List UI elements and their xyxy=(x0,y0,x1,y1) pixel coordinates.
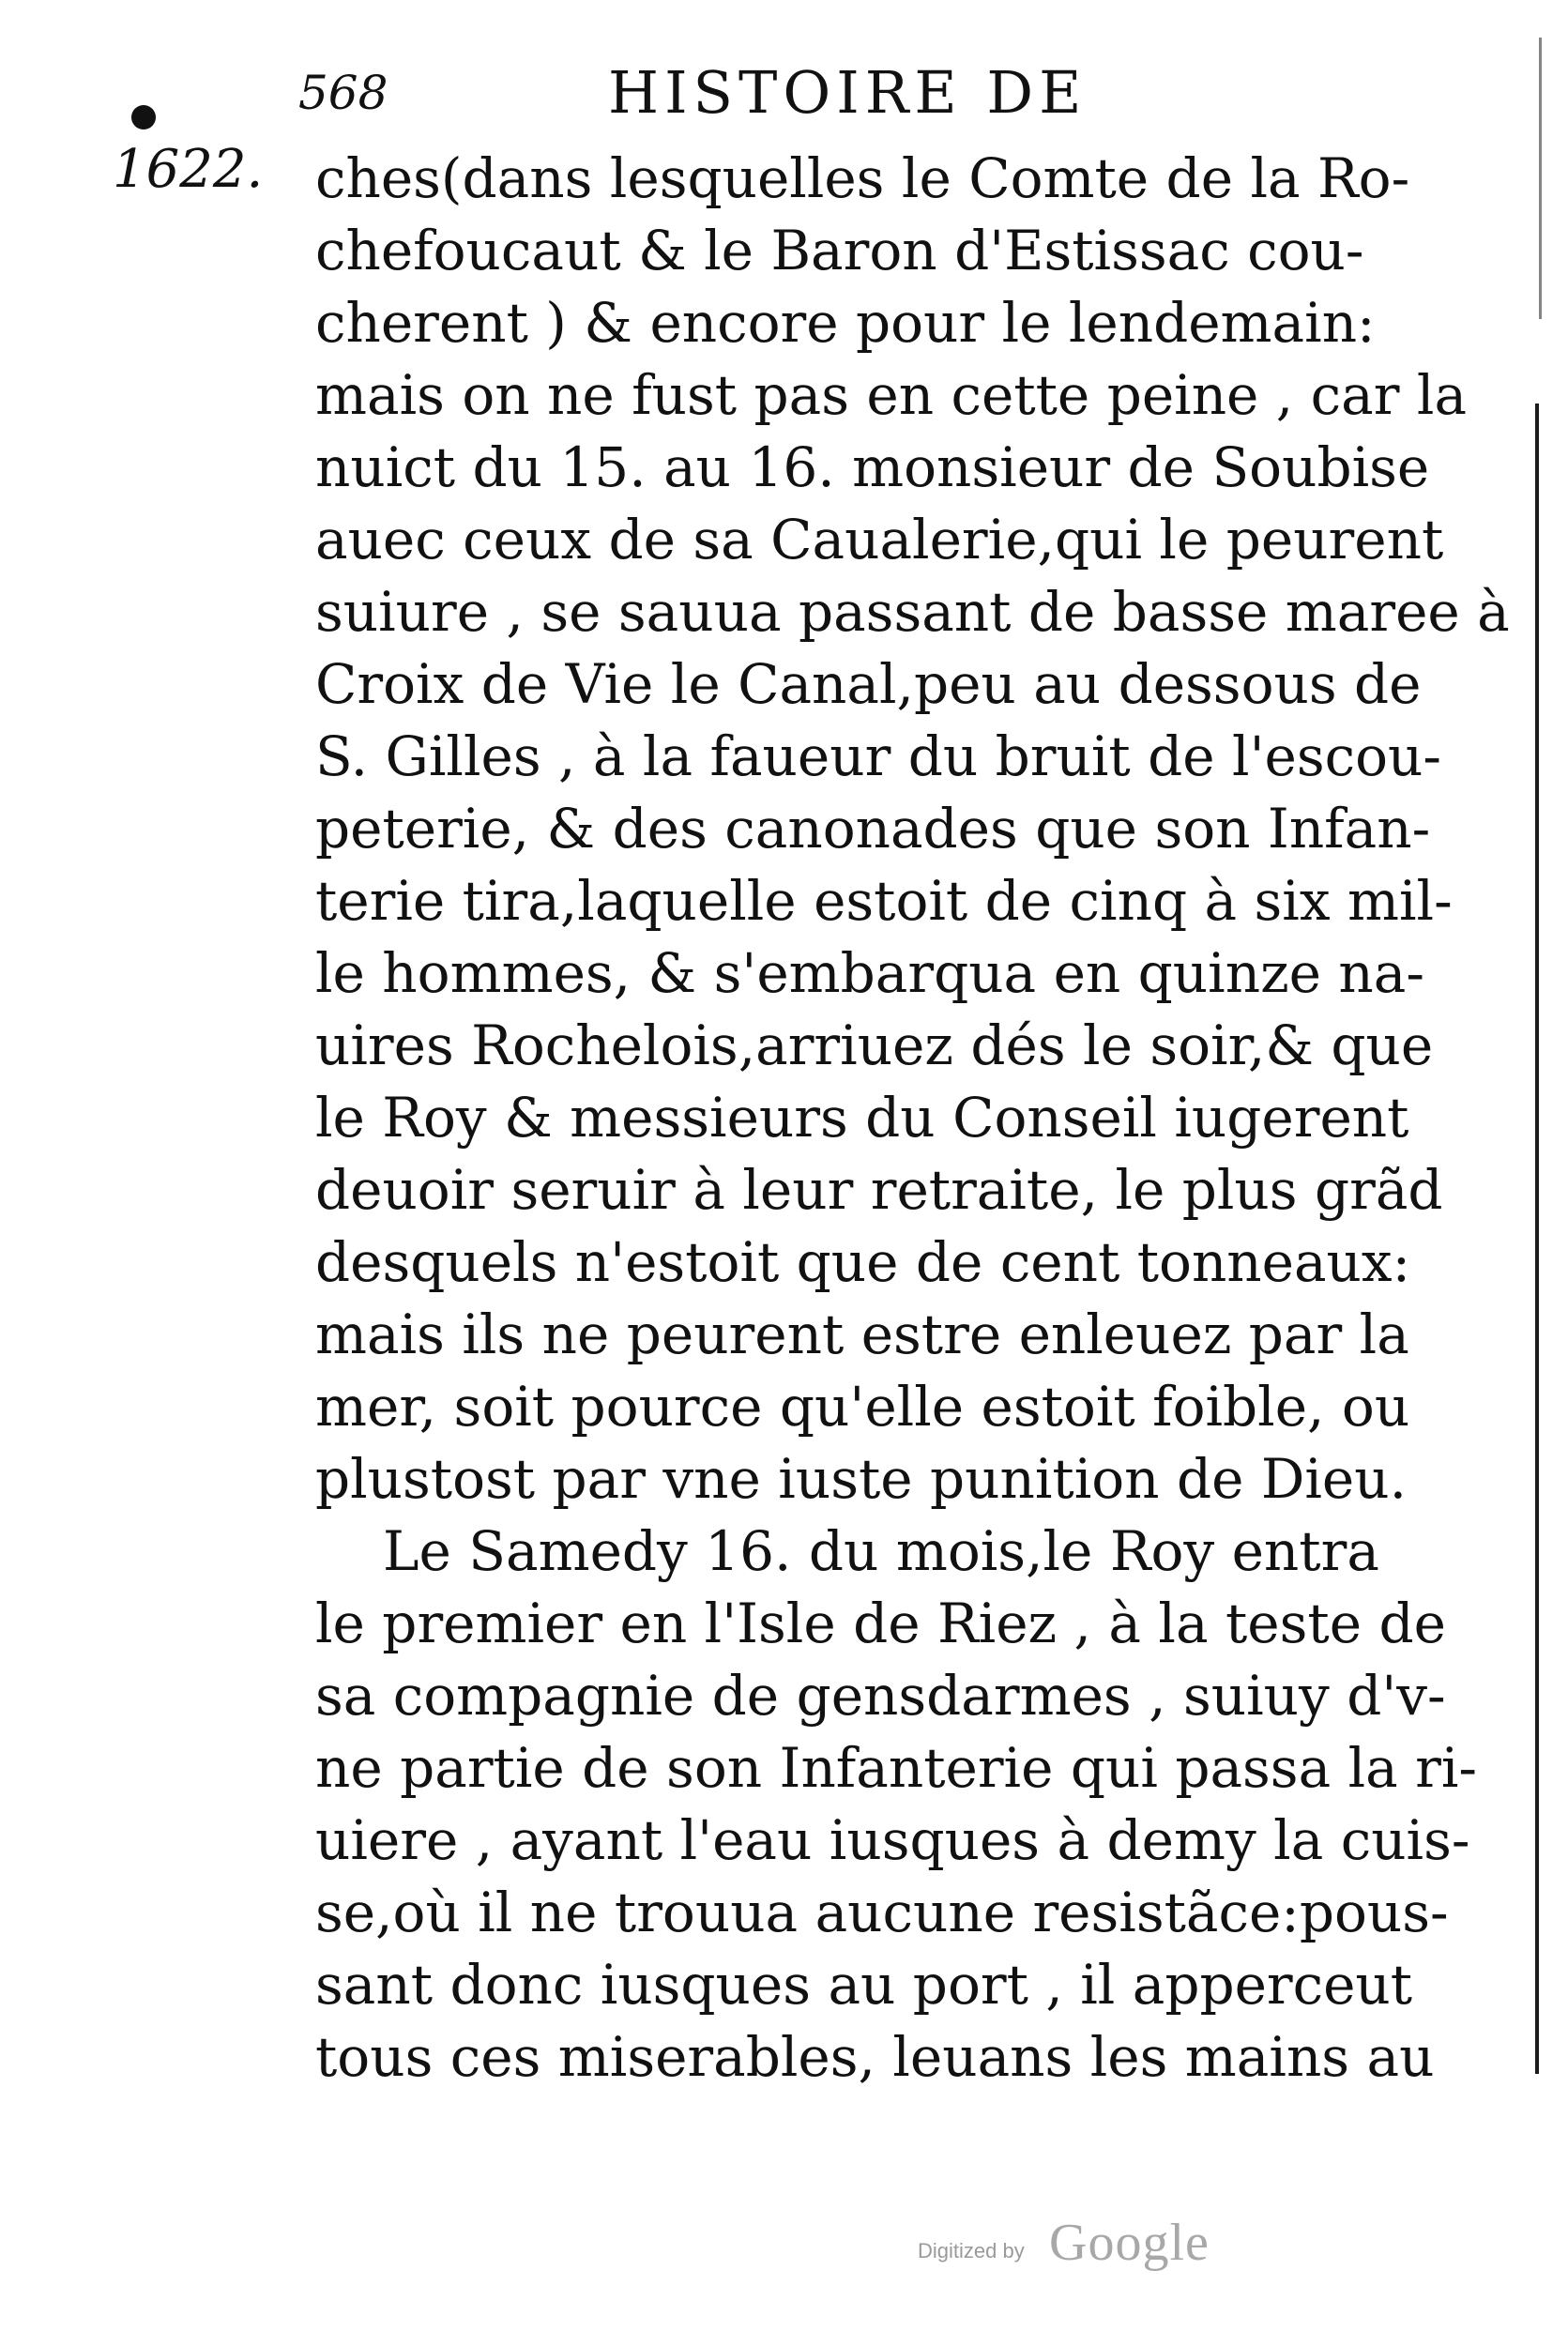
digitized-watermark xyxy=(918,2213,1293,2278)
text-line: suiure , se sauua passant de basse maree à xyxy=(315,580,1510,644)
margin-year-note: 1622. xyxy=(113,139,264,200)
text-line: ches(dans lesquelles le Comte de la Ro- xyxy=(315,146,1410,210)
watermark-logo: Google xyxy=(1049,2214,1210,2272)
text-line: le Roy & messieurs du Conseil iugerent xyxy=(315,1086,1409,1150)
text-line-paragraph-start: Le Samedy 16. du mois,le Roy entra xyxy=(383,1519,1379,1583)
text-line: uiere , ayant l'eau iusques à demy la cuis- xyxy=(315,1808,1470,1872)
text-line: plustost par vne iuste punition de Dieu. xyxy=(315,1447,1408,1511)
text-line: desquels n'estoit que de cent tonneaux: xyxy=(315,1230,1411,1294)
text-line: mer, soit pource qu'elle estoit foible, ou xyxy=(315,1375,1410,1439)
text-line: le premier en l'Isle de Riez , à la teste de xyxy=(315,1592,1446,1655)
text-line: mais ils ne peurent estre enleuez par la xyxy=(315,1302,1409,1366)
gutter-shadow-line xyxy=(1539,38,1542,319)
text-line: sa compagnie de gensdarmes , suiuy d'v- xyxy=(315,1664,1446,1728)
watermark-caption: Digitized by xyxy=(918,2239,1025,2262)
text-line: sant donc iusques au port , il apperceut xyxy=(315,1953,1413,2017)
running-title: HISTOIRE DE xyxy=(608,58,1088,127)
text-line: peterie, & des canonades que son Infan- xyxy=(315,797,1431,861)
text-line: cherent ) & encore pour le lendemain: xyxy=(315,291,1376,355)
margin-ink-dot xyxy=(131,105,156,129)
text-line: chefoucaut & le Baron d'Estissac cou- xyxy=(315,219,1364,282)
body-text xyxy=(315,143,1510,2094)
text-line: uires Rochelois,arriuez dés le soir,& que xyxy=(315,1013,1434,1077)
text-line: auec ceux de sa Caualerie,qui le peurent xyxy=(315,508,1444,571)
gutter-edge-line xyxy=(1535,404,1539,2074)
text-line: se,où il ne trouua aucune resistãce:pous- xyxy=(315,1881,1449,1944)
text-line: tous ces miserables, leuans les mains au xyxy=(315,2025,1435,2089)
text-line: mais on ne fust pas en cette peine , car la xyxy=(315,363,1468,427)
text-line: deuoir seruir à leur retraite, le plus grãd xyxy=(315,1158,1443,1222)
page-header xyxy=(298,58,1143,143)
text-line: le hommes, & s'embarqua en quinze na- xyxy=(315,941,1424,1005)
text-line: terie tira,laquelle estoit de cinq à six mil- xyxy=(315,869,1453,933)
page-number: 568 xyxy=(298,66,388,120)
text-line: nuict du 15. au 16. monsieur de Soubise xyxy=(315,435,1430,499)
text-line: ne partie de son Infanterie qui passa la ri- xyxy=(315,1736,1478,1800)
text-line: Croix de Vie le Canal,peu au dessous de xyxy=(315,652,1422,716)
text-line: S. Gilles , à la faueur du bruit de l'escou- xyxy=(315,724,1441,788)
